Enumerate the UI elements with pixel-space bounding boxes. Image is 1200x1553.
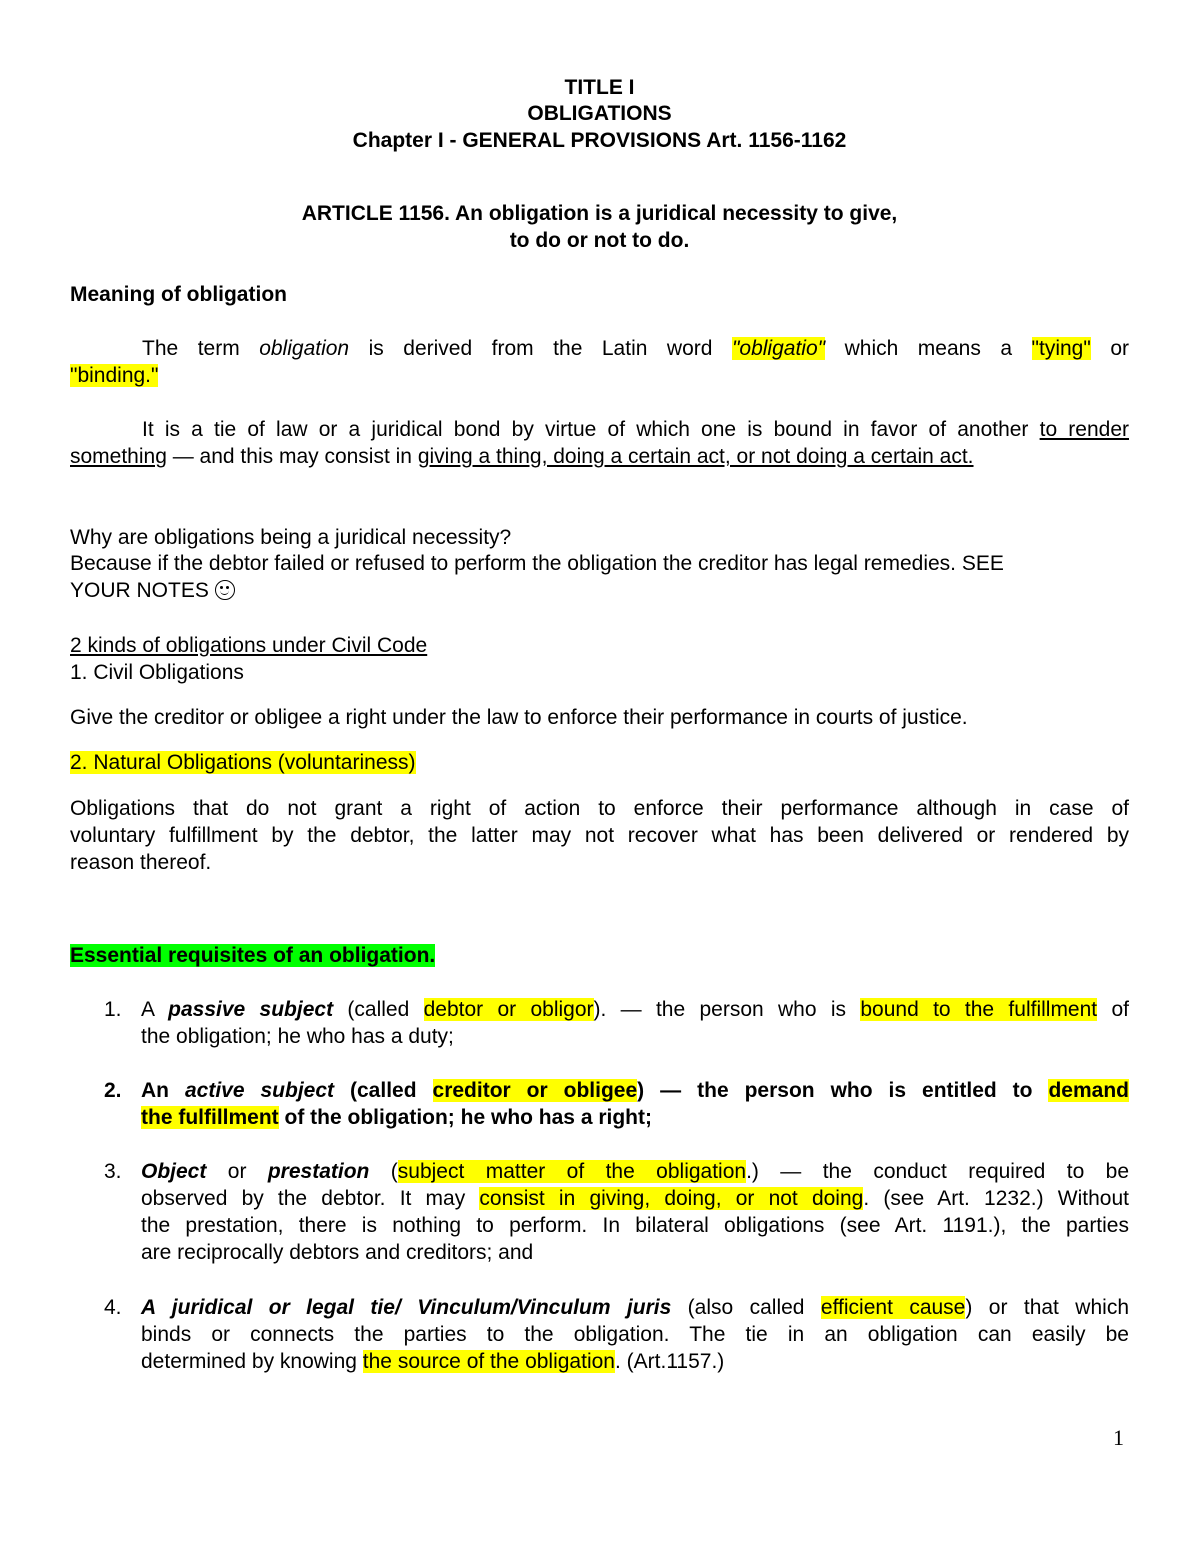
- smiley-icon: [215, 580, 235, 600]
- doc-subtitle: OBLIGATIONS: [527, 102, 672, 125]
- meaning-paragraph-1-line-2: [70, 362, 1129, 389]
- text-span: An: [141, 1079, 185, 1102]
- natural-desc-line-1: Obligations that do not grant a right of action to enforce their performance although in case of: [70, 797, 1129, 820]
- requisite-4-line-3: [141, 1348, 1129, 1375]
- requisite-item-1: [104, 996, 1129, 1050]
- highlight-source: the source of the obligation: [362, 1350, 615, 1373]
- article-line-2: to do or not to do.: [509, 229, 690, 252]
- text-span: which means a: [825, 337, 1032, 360]
- requisite-item-2: [104, 1077, 1129, 1131]
- highlight-demand: demand: [1048, 1079, 1129, 1102]
- natural-desc-line-2: voluntary fulfillment by the debtor, the latter may not recover what has been delivered or rendered by: [70, 824, 1129, 847]
- requisite-1-line-1: [141, 996, 1129, 1023]
- text-span: (called: [334, 1079, 433, 1102]
- underlined-text: giving a thing, doing a certain act, or not doing a certain act.: [417, 445, 974, 468]
- text-span: or: [1090, 337, 1129, 360]
- text-span: of the obligation; he who has a right;: [278, 1106, 652, 1129]
- natural-obligations-title: [70, 749, 1129, 776]
- why-question: Why are obligations being a juridical necessity?: [70, 526, 512, 549]
- highlight-bound: bound to the fulfillment: [860, 998, 1098, 1021]
- text-span: (: [369, 1160, 398, 1183]
- chapter-heading: Chapter I - GENERAL PROVISIONS Art. 1156-1162: [352, 129, 847, 152]
- text-span: (called: [333, 998, 424, 1021]
- meaning-heading: Meaning of obligation: [70, 283, 287, 306]
- term-active-subject: active subject: [184, 1079, 335, 1102]
- highlight-fulfillment: the fulfillment: [141, 1106, 279, 1129]
- list-number: 2.: [104, 1079, 122, 1102]
- meaning-paragraph-2-line-2: [70, 443, 1129, 470]
- meaning-paragraph-2-line-1: [70, 416, 1129, 443]
- highlight-debtor: debtor or obligor: [423, 998, 594, 1021]
- text-span: The term: [142, 337, 260, 360]
- requisite-3-line-3: the prestation, there is nothing to perform. In bilateral obligations (see Art. 1191.), the parties: [141, 1214, 1129, 1237]
- underlined-text: to render: [1039, 418, 1129, 441]
- why-answer-line-1: Because if the debtor failed or refused to perform the obligation the creditor has legal remedies. SEE: [70, 552, 1004, 575]
- requisite-3-line-1: [141, 1158, 1129, 1185]
- term-passive-subject: passive subject: [168, 998, 334, 1021]
- civil-obligations-title: 1. Civil Obligations: [70, 661, 244, 684]
- highlight-creditor: creditor or obligee: [432, 1079, 638, 1102]
- text-span: observed by the debtor. It may: [141, 1187, 480, 1210]
- highlight-binding: "binding.": [70, 364, 159, 387]
- underlined-text: something: [70, 445, 167, 468]
- text-span: ) or that which: [965, 1296, 1129, 1319]
- text-span: .) — the conduct required to be: [746, 1160, 1130, 1183]
- text-span: . (see Art. 1232.) Without: [863, 1187, 1129, 1210]
- italic-term: obligation: [259, 337, 350, 360]
- requisite-4-line-1: [141, 1294, 1129, 1321]
- why-answer-line-2: [70, 577, 1129, 604]
- kinds-heading: 2 kinds of obligations under Civil Code: [70, 634, 428, 657]
- text-span: determined by knowing: [141, 1350, 363, 1373]
- highlight-efficient-cause: efficient cause: [820, 1296, 966, 1319]
- requisite-2-line-2: [141, 1104, 1129, 1131]
- text-span: It is a tie of law or a juridical bond by virtue of which one is bound in favor of another: [142, 418, 1040, 441]
- text-span: A: [141, 998, 169, 1021]
- list-number: 4.: [104, 1296, 122, 1319]
- text-span: . (Art.1157.): [614, 1350, 725, 1373]
- highlight-tying: "tying": [1031, 337, 1091, 360]
- text-span: YOUR NOTES: [70, 579, 209, 602]
- term-juridical-tie: A juridical or legal tie/ Vinculum/Vinculum juris: [141, 1296, 672, 1319]
- text-span: is derived from the Latin word: [349, 337, 732, 360]
- term-object: Object: [141, 1160, 207, 1183]
- text-span: — and this may consist in: [166, 445, 418, 468]
- requisite-item-4: [104, 1294, 1129, 1375]
- requisite-item-3: [104, 1158, 1129, 1266]
- text-span: ) — the person who is entitled to: [637, 1079, 1049, 1102]
- list-number: 1.: [104, 998, 122, 1021]
- highlight-natural-obligations: 2. Natural Obligations (voluntariness): [70, 751, 416, 774]
- requisite-1-line-2: the obligation; he who has a duty;: [141, 1025, 454, 1048]
- highlight-obligatio: "obligatio": [731, 337, 826, 360]
- text-span: of: [1097, 998, 1129, 1021]
- highlight-requisites-heading: Essential requisites of an obligation.: [70, 944, 436, 967]
- requisite-3-line-2: [141, 1185, 1129, 1212]
- natural-desc-line-3: reason thereof.: [70, 851, 212, 874]
- requisite-4-line-2: binds or connects the parties to the obligation. The tie in an obligation can easily be: [141, 1323, 1129, 1346]
- term-prestation: prestation: [267, 1160, 370, 1183]
- highlight-subject-matter: subject matter of the obligation: [397, 1160, 747, 1183]
- highlight-consist: consist in giving, doing, or not doing: [479, 1187, 864, 1210]
- text-span: ). — the person who is: [593, 998, 861, 1021]
- text-span: (also called: [671, 1296, 821, 1319]
- requisite-3-line-4: are reciprocally debtors and creditors; and: [141, 1241, 534, 1264]
- civil-obligations-description: Give the creditor or obligee a right under the law to enforce their performance in courts of justice.: [70, 706, 968, 729]
- list-number: 3.: [104, 1160, 122, 1183]
- requisite-2-line-1: [141, 1077, 1129, 1104]
- meaning-paragraph-1-line-1: [70, 335, 1129, 362]
- text-span: or: [206, 1160, 268, 1183]
- page-number: 1: [1113, 1425, 1124, 1450]
- article-line-1: ARTICLE 1156. An obligation is a juridical necessity to give,: [301, 202, 898, 225]
- requisites-heading: [70, 942, 1129, 969]
- doc-title: TITLE I: [564, 76, 635, 99]
